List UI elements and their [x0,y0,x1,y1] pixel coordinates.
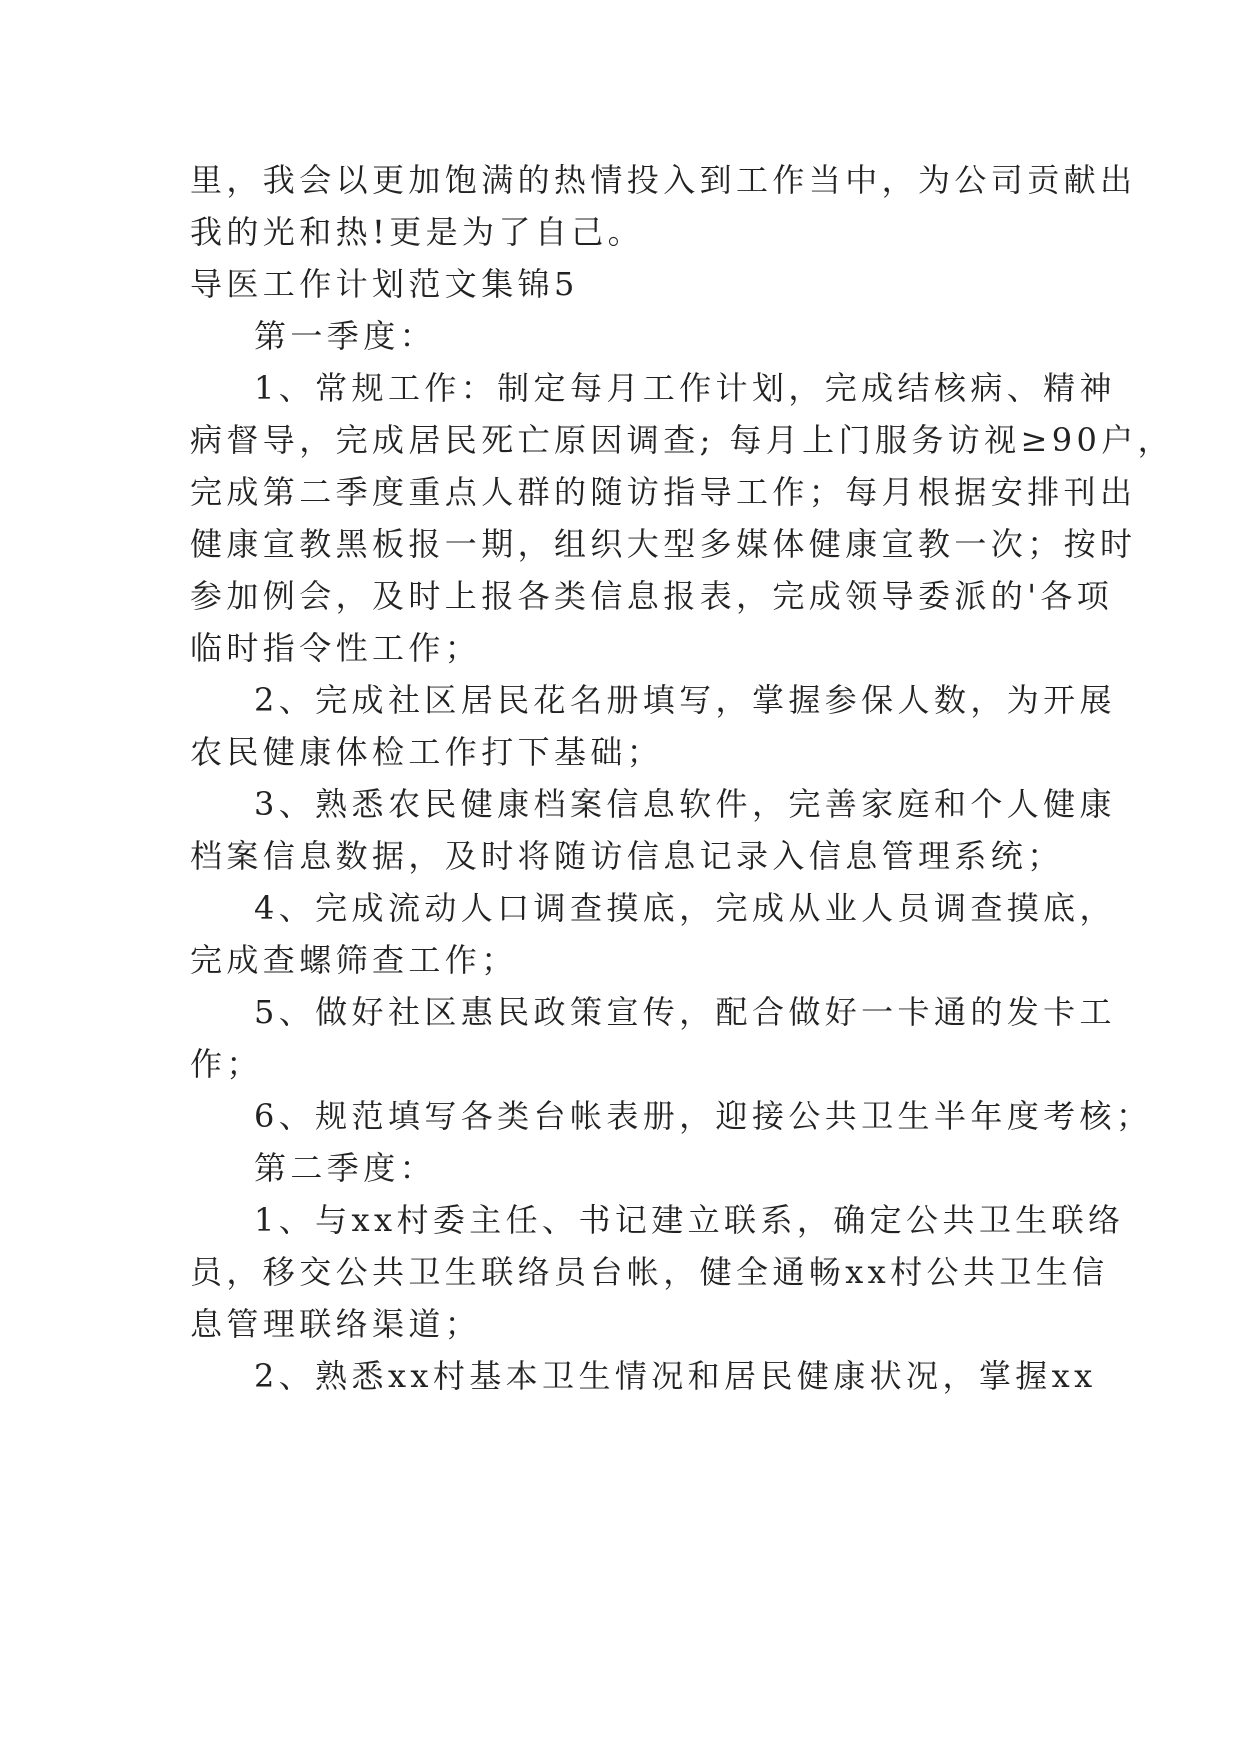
text-line: 病督导，完成居民死亡原因调查; 每月上门服务访视≥90户， [190,421,1175,459]
list-item-start: 4、完成流动人口调查摸底，完成从业人员调查摸底， [254,889,1116,927]
list-item-start: 6、规范填写各类台帐表册，迎接公共卫生半年度考核； [254,1097,1153,1135]
text-line: 临时指令性工作； [190,629,482,667]
subsection-heading: 第一季度： [254,317,437,355]
text-line: 农民健康体检工作打下基础； [190,733,664,771]
section-heading: 导医工作计划范文集锦5 [190,265,579,303]
list-item-start: 1、与xx村委主任、书记建立联系，确定公共卫生联络 [254,1201,1125,1239]
text-line: 健康宣教黑板报一期，组织大型多媒体健康宣教一次；按时 [190,525,1137,563]
text-line: 完成第二季度重点人群的随访指导工作；每月根据安排刊出 [190,473,1137,511]
list-item-start: 5、做好社区惠民政策宣传，配合做好一卡通的发卡工 [254,993,1116,1031]
text-line: 档案信息数据，及时将随访信息记录入信息管理系统； [190,837,1064,875]
subsection-heading: 第二季度： [254,1149,437,1187]
text-line: 我的光和热!更是为了自己。 [190,213,645,251]
text-line: 息管理联络渠道； [190,1305,482,1343]
list-item-start: 2、熟悉xx村基本卫生情况和居民健康状况，掌握xx [254,1357,1097,1395]
list-item-start: 3、熟悉农民健康档案信息软件，完善家庭和个人健康 [254,785,1116,823]
text-line: 里，我会以更加饱满的热情投入到工作当中，为公司贡献出 [190,161,1137,199]
list-item-start: 1、常规工作：制定每月工作计划，完成结核病、精神 [254,369,1116,407]
text-line: 完成查螺筛查工作； [190,941,518,979]
text-line: 参加例会，及时上报各类信息报表，完成领导委派的'各项 [190,577,1114,615]
text-line: 员，移交公共卫生联络员台帐，健全通畅xx村公共卫生信 [190,1253,1109,1291]
list-item-start: 2、完成社区居民花名册填写，掌握参保人数，为开展 [254,681,1116,719]
text-line: 作； [190,1045,263,1083]
